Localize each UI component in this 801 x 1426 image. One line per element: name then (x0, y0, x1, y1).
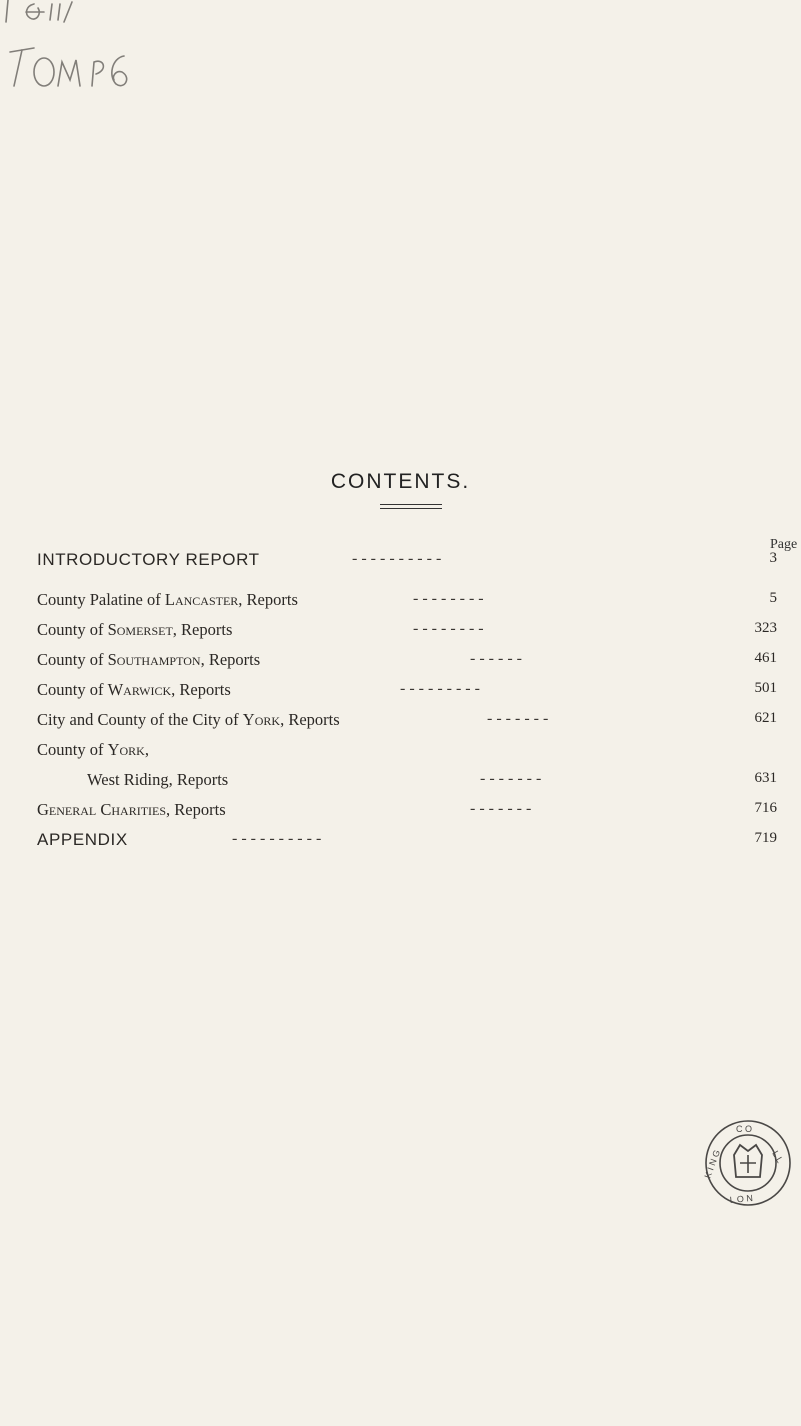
toc-entry-city-of-york[interactable] (0, 710, 801, 734)
toc-entry-appendix[interactable] (0, 830, 801, 854)
leader-dashes: - - - - - - - (487, 710, 549, 727)
entry-title: City and County of the City of York, Reports (37, 710, 340, 729)
toc-entry-introductory-report[interactable] (0, 550, 801, 574)
page-number: 719 (754, 830, 777, 846)
page-column-label: Page (770, 537, 798, 552)
toc-entry-general-charities[interactable] (0, 800, 801, 824)
leader-dashes: - - - - - - - - (413, 590, 484, 607)
page-number: 5 (769, 590, 777, 606)
toc-entry-warwick[interactable] (0, 680, 801, 704)
leader-dashes: - - - - - - - - (413, 620, 484, 637)
entry-title: County of Somerset, Reports (37, 620, 233, 639)
svg-text:K I N G: K I N G (702, 1148, 722, 1180)
leader-dashes: - - - - - - - - - (400, 680, 480, 697)
contents-heading: CONTENTS. (330, 470, 471, 493)
page-number: 461 (754, 650, 777, 666)
page-number: 621 (754, 710, 777, 726)
entry-title: County of Southampton, Reports (37, 650, 261, 669)
leader-dashes: - - - - - - - - - - (232, 830, 322, 847)
entry-title: INTRODUCTORY REPORT (37, 550, 260, 569)
svg-text:L L: L L (770, 1149, 786, 1165)
entry-title: County of Warwick, Reports (37, 680, 231, 699)
page-number: 323 (754, 620, 777, 636)
toc-entry-west-riding[interactable] (0, 770, 801, 794)
entry-title: General Charities, Reports (37, 800, 226, 819)
entry-title: County of York, (37, 740, 149, 759)
toc-entry-somerset[interactable] (0, 620, 801, 644)
svg-text:C O: C O (736, 1124, 753, 1134)
library-stamp-seal (700, 1115, 796, 1211)
page-number: 501 (754, 680, 777, 696)
toc-entry-county-of-york (0, 740, 801, 764)
entry-title: West Riding, Reports (87, 770, 229, 789)
svg-text:L O N: L O N (729, 1193, 754, 1205)
page-number: 716 (754, 800, 777, 816)
leader-dashes: - - - - - - - - - - (352, 550, 442, 567)
leader-dashes: - - - - - - - (480, 770, 542, 787)
toc-entry-lancaster[interactable] (0, 590, 801, 614)
toc-entry-southampton[interactable] (0, 650, 801, 674)
leader-dashes: - - - - - - (470, 650, 522, 667)
page-number: 631 (754, 770, 777, 786)
entry-title: APPENDIX (37, 830, 128, 849)
page-number: 3 (769, 550, 777, 566)
entry-title: County Palatine of Lancaster, Reports (37, 590, 298, 609)
leader-dashes: - - - - - - - (470, 800, 532, 817)
heading-double-rule (380, 504, 442, 510)
handwritten-pencil-note (0, 0, 200, 100)
